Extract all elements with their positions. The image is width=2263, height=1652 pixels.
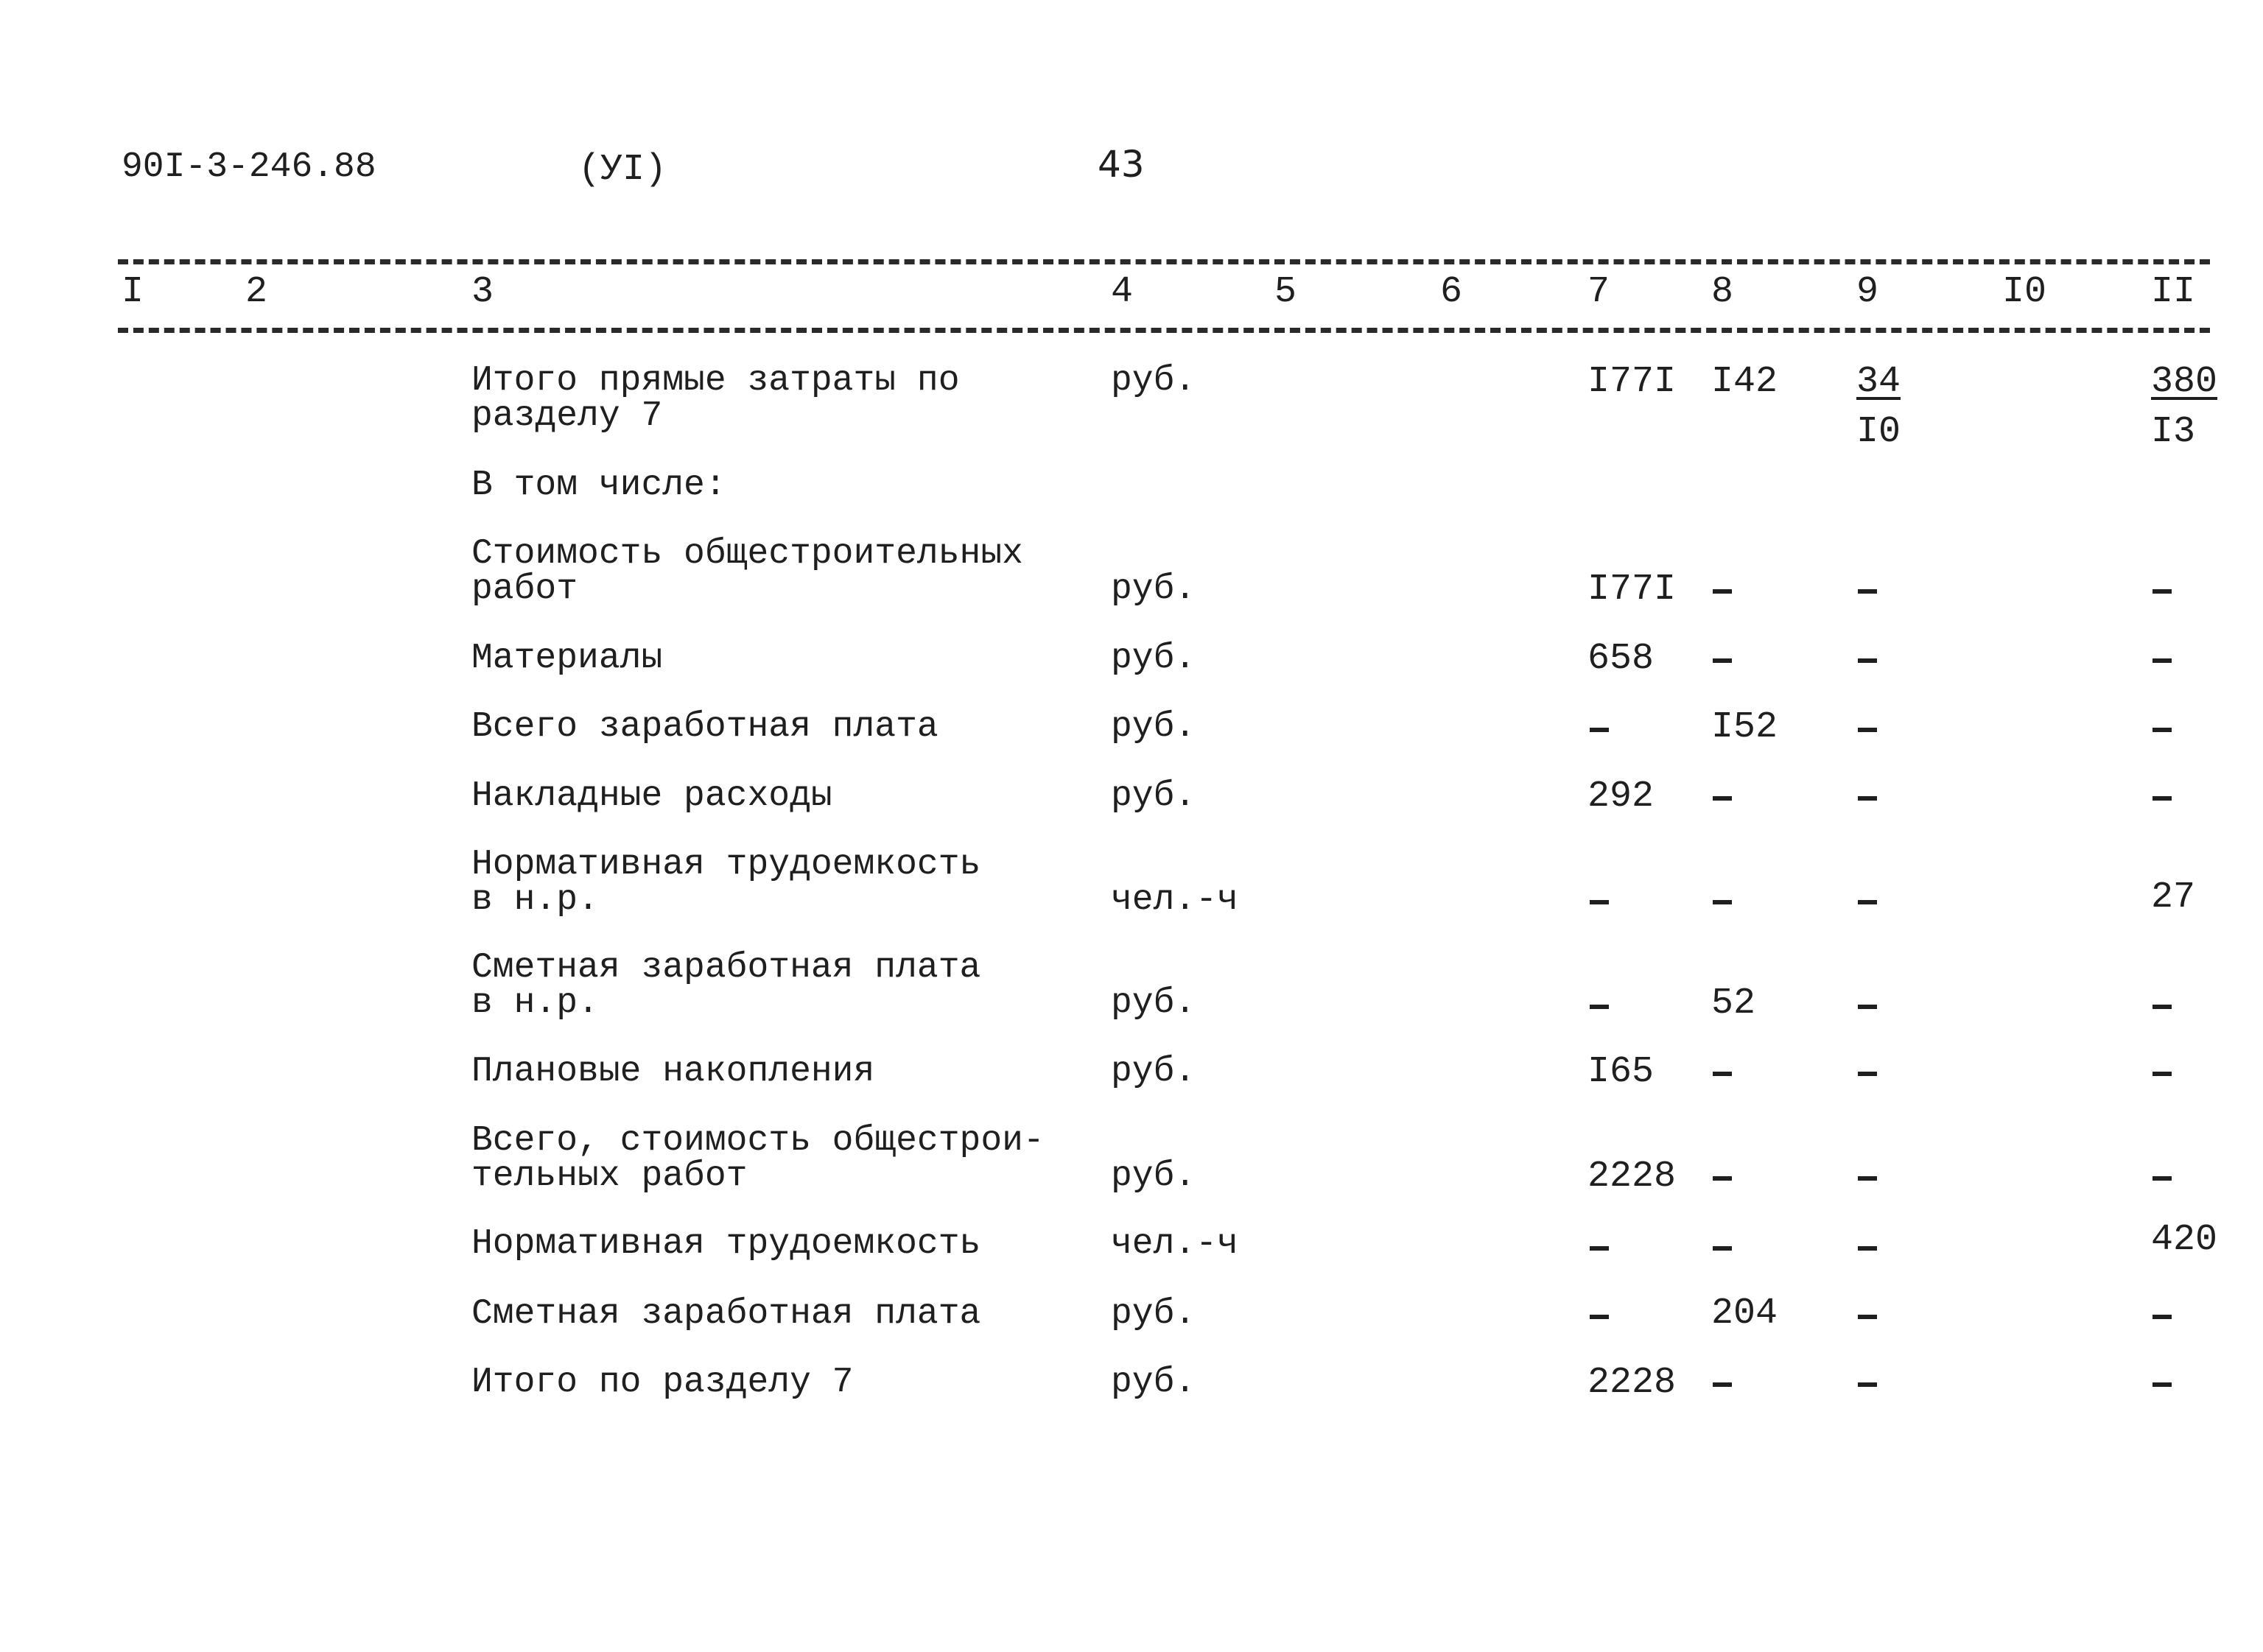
cell-col9-dash xyxy=(1858,1246,1877,1251)
row-name: Нормативная трудоемкость xyxy=(471,845,981,885)
row-name: разделу 7 xyxy=(471,396,663,436)
column-number-6: 6 xyxy=(1440,271,1463,313)
row-unit: руб. xyxy=(1111,707,1196,747)
document-code: 90I-3-246.88 xyxy=(122,147,376,187)
cell-col8-dash xyxy=(1713,1246,1732,1251)
cell-col8-dash xyxy=(1713,1382,1732,1387)
cell-col7-dash xyxy=(1590,728,1609,732)
row-unit: руб. xyxy=(1111,1363,1196,1402)
cell-col8: 204 xyxy=(1711,1293,1778,1335)
cell-col11-dash xyxy=(2153,1382,2172,1387)
row-name: Материалы xyxy=(471,639,663,678)
page-number: 43 xyxy=(1098,143,1145,186)
cell-col9-dash xyxy=(1858,728,1877,732)
row-name: Сметная заработная плата xyxy=(471,1294,981,1334)
cell-col9-dash xyxy=(1858,658,1877,663)
cell-col9-dash xyxy=(1858,1382,1877,1387)
cell-col8-dash xyxy=(1713,1072,1732,1076)
row-name: в н.р. xyxy=(471,880,599,920)
column-number-2: 2 xyxy=(245,271,268,313)
row-unit: руб. xyxy=(1111,1156,1196,1196)
cell-col11-top: 380 xyxy=(2151,361,2218,403)
cell-col7-dash xyxy=(1590,900,1609,904)
cell-col9-dash xyxy=(1858,1072,1877,1076)
cell-col9-dash xyxy=(1858,900,1877,904)
row-unit: руб. xyxy=(1111,776,1196,816)
cell-col8-dash xyxy=(1713,589,1732,594)
cell-col7-dash xyxy=(1590,1315,1609,1319)
column-number-7: 7 xyxy=(1587,271,1610,313)
row-name: работ xyxy=(471,569,578,609)
row-unit: чел.-ч xyxy=(1111,880,1238,920)
column-number-10: I0 xyxy=(2002,271,2047,313)
cell-col11: 27 xyxy=(2151,876,2196,918)
cell-col9-dash xyxy=(1858,589,1877,594)
cell-col11-dash xyxy=(2153,796,2172,801)
table-header-rule xyxy=(118,328,2210,333)
cell-col9-bottom: I0 xyxy=(1856,411,1901,453)
cell-col7: 658 xyxy=(1587,638,1655,680)
cell-col7: I65 xyxy=(1587,1051,1655,1093)
row-name: в н.р. xyxy=(471,983,599,1023)
cell-col11-dash xyxy=(2153,728,2172,732)
cell-col11-bottom: I3 xyxy=(2151,411,2196,453)
row-name: Сметная заработная плата xyxy=(471,948,981,988)
cell-col9-dash xyxy=(1858,1176,1877,1181)
column-number-9: 9 xyxy=(1856,271,1879,313)
row-name: Накладные расходы xyxy=(471,776,832,816)
subsection-label: В том числе: xyxy=(471,465,726,505)
cell-col8-dash xyxy=(1713,796,1732,801)
column-number-1: I xyxy=(122,271,144,313)
row-name: тельных работ xyxy=(471,1156,748,1196)
cell-col8-dash xyxy=(1713,900,1732,904)
cell-col8: I42 xyxy=(1711,361,1778,403)
row-unit: руб. xyxy=(1111,639,1196,678)
row-name: Всего, стоимость общестрои- xyxy=(471,1121,1045,1161)
row-unit: руб. xyxy=(1111,983,1196,1023)
row-name: Плановые накопления xyxy=(471,1052,875,1092)
row-name: Итого по разделу 7 xyxy=(471,1363,854,1402)
cell-col8-dash xyxy=(1713,658,1732,663)
section-code: (УI) xyxy=(578,149,667,191)
column-number-3: 3 xyxy=(471,271,494,313)
cell-col7: 2228 xyxy=(1587,1156,1677,1198)
row-name: Стоимость общестроительных xyxy=(471,534,1023,574)
cell-col9-dash xyxy=(1858,796,1877,801)
row-unit: руб. xyxy=(1111,1052,1196,1092)
cell-col7: I77I xyxy=(1587,569,1677,611)
cell-col11: 420 xyxy=(2151,1219,2218,1261)
cell-col11-dash xyxy=(2153,1005,2172,1009)
row-name: Всего заработная плата xyxy=(471,707,938,747)
cell-col7: 2228 xyxy=(1587,1362,1677,1404)
column-number-5: 5 xyxy=(1274,271,1297,313)
cell-col11-dash xyxy=(2153,589,2172,594)
row-name: Итого прямые затраты по xyxy=(471,361,960,401)
table-top-rule xyxy=(118,259,2210,264)
cell-col9-top: 34 xyxy=(1856,361,1901,403)
cell-col7-dash xyxy=(1590,1246,1609,1251)
row-unit: чел.-ч xyxy=(1111,1224,1238,1264)
cell-col7: 292 xyxy=(1587,776,1655,818)
row-name: Нормативная трудоемкость xyxy=(471,1224,981,1264)
cell-col11-dash xyxy=(2153,1315,2172,1319)
cell-col8-dash xyxy=(1713,1176,1732,1181)
cell-col8: I52 xyxy=(1711,706,1778,748)
cell-col7-dash xyxy=(1590,1005,1609,1009)
cell-col11-dash xyxy=(2153,1072,2172,1076)
cell-col8: 52 xyxy=(1711,983,1756,1024)
cell-col11-dash xyxy=(2153,1176,2172,1181)
row-unit: руб. xyxy=(1111,569,1196,609)
column-number-4: 4 xyxy=(1111,271,1134,313)
column-number-8: 8 xyxy=(1711,271,1734,313)
cell-col7: I77I xyxy=(1587,361,1677,403)
row-unit: руб. xyxy=(1111,1294,1196,1334)
cell-col11-dash xyxy=(2153,658,2172,663)
cell-col9-dash xyxy=(1858,1315,1877,1319)
column-number-11: II xyxy=(2151,271,2196,313)
row-unit: руб. xyxy=(1111,361,1196,401)
cell-col9-dash xyxy=(1858,1005,1877,1009)
